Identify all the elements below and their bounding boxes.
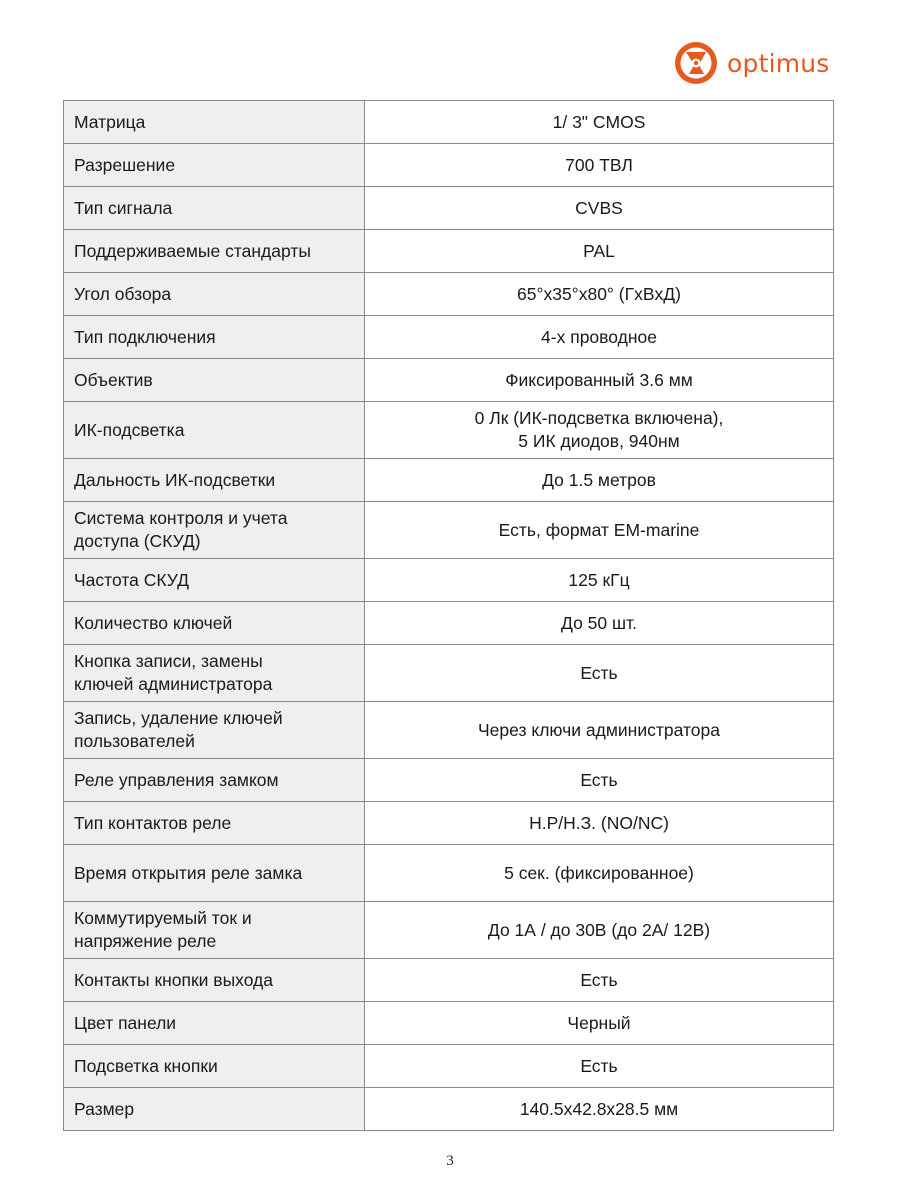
spec-value: Есть (365, 1045, 834, 1088)
spec-label: Угол обзора (64, 273, 365, 316)
spec-label: Система контроля и учета доступа (СКУД) (64, 502, 365, 559)
spec-label: Цвет панели (64, 1002, 365, 1045)
spec-row (64, 602, 834, 645)
spec-row (64, 359, 834, 402)
brand-name: optimus (727, 48, 830, 78)
spec-row (64, 459, 834, 502)
spec-row (64, 845, 834, 902)
spec-value: Есть (365, 959, 834, 1002)
spec-value: Есть (365, 645, 834, 702)
spec-label: Количество ключей (64, 602, 365, 645)
spec-label: Частота СКУД (64, 559, 365, 602)
spec-value: 65°x35°x80° (ГxВxД) (365, 273, 834, 316)
spec-row (64, 316, 834, 359)
spec-value: PAL (365, 230, 834, 273)
spec-row (64, 959, 834, 1002)
spec-value: 125 кГц (365, 559, 834, 602)
spec-value: Есть (365, 759, 834, 802)
spec-value: До 1А / до 30В (до 2А/ 12В) (365, 902, 834, 959)
brand-logo (673, 40, 830, 86)
spec-row (64, 402, 834, 459)
spec-value: CVBS (365, 187, 834, 230)
spec-label: Разрешение (64, 144, 365, 187)
spec-row (64, 759, 834, 802)
spec-label: Матрица (64, 101, 365, 144)
spec-value: Фиксированный 3.6 мм (365, 359, 834, 402)
spec-label: Тип сигнала (64, 187, 365, 230)
spec-label: Тип подключения (64, 316, 365, 359)
spec-label: Контакты кнопки выхода (64, 959, 365, 1002)
spec-value: Через ключи администратора (365, 702, 834, 759)
spec-row (64, 273, 834, 316)
spec-row (64, 144, 834, 187)
spec-value: 1/ 3" CMOS (365, 101, 834, 144)
spec-value: 4-х проводное (365, 316, 834, 359)
spec-label: Дальность ИК-подсветки (64, 459, 365, 502)
spec-label: Объектив (64, 359, 365, 402)
spec-label: Реле управления замком (64, 759, 365, 802)
spec-label: Подсветка кнопки (64, 1045, 365, 1088)
specifications-table (63, 100, 834, 1131)
spec-value: До 50 шт. (365, 602, 834, 645)
spec-label: Время открытия реле замка (64, 845, 365, 902)
spec-value: Н.Р/Н.З. (NO/NC) (365, 802, 834, 845)
spec-row (64, 802, 834, 845)
spec-label: Коммутируемый ток и напряжение реле (64, 902, 365, 959)
spec-row (64, 702, 834, 759)
spec-row (64, 187, 834, 230)
spec-row (64, 502, 834, 559)
spec-value: До 1.5 метров (365, 459, 834, 502)
spec-row (64, 1088, 834, 1131)
spec-label: Запись, удаление ключей пользователей (64, 702, 365, 759)
spec-value: 0 Лк (ИК-подсветка включена), 5 ИК диодов, 940нм (365, 402, 834, 459)
spec-row (64, 230, 834, 273)
spec-value: 140.5x42.8x28.5 мм (365, 1088, 834, 1131)
spec-label: Поддерживаемые стандарты (64, 230, 365, 273)
spec-label: Тип контактов реле (64, 802, 365, 845)
spec-label: Размер (64, 1088, 365, 1131)
spec-row (64, 1002, 834, 1045)
spec-label: ИК-подсветка (64, 402, 365, 459)
spec-value: Есть, формат EM-marine (365, 502, 834, 559)
spec-row (64, 1045, 834, 1088)
spec-row (64, 645, 834, 702)
spec-row (64, 902, 834, 959)
spec-row (64, 559, 834, 602)
specifications-body (64, 101, 834, 1131)
spec-row (64, 101, 834, 144)
spec-value: 5 сек. (фиксированное) (365, 845, 834, 902)
spec-value: Черный (365, 1002, 834, 1045)
spec-value: 700 ТВЛ (365, 144, 834, 187)
spec-label: Кнопка записи, замены ключей администратора (64, 645, 365, 702)
optimus-logo-icon (673, 40, 719, 86)
page-number: 3 (446, 1153, 454, 1169)
